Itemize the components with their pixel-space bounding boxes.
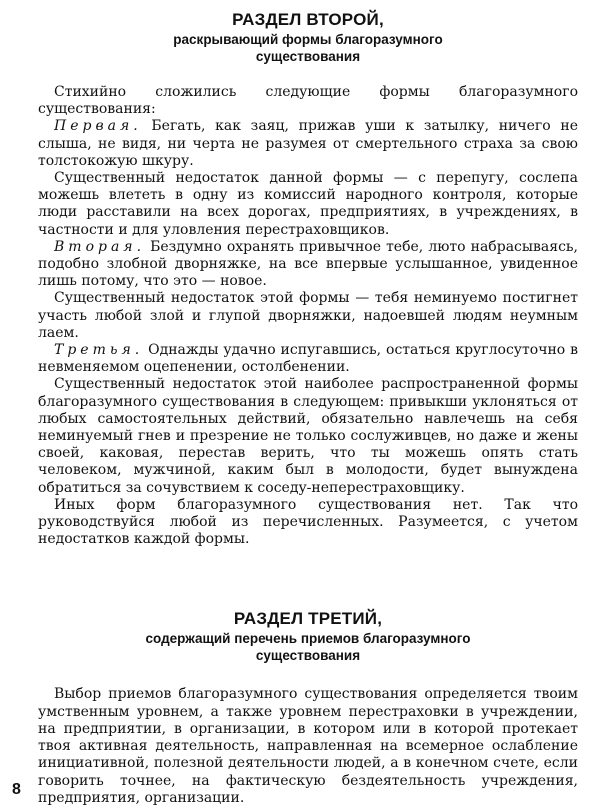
page-number: 8	[12, 781, 21, 798]
section-3-subtitle	[38, 630, 578, 664]
section-3-title: РАЗДЕЛ ТРЕТИЙ,	[233, 609, 383, 629]
section-3-body	[38, 686, 578, 806]
section-2-subtitle-line2: существования	[255, 49, 361, 64]
section-3-subtitle-line2: существования	[255, 648, 361, 664]
section-3-heading	[38, 609, 578, 664]
paragraph: Существенный недостаток этой формы — тебя неминуемо постигнет участь любой злой и глупой дворняжки, надоевшей людям неумным лаем.	[38, 290, 578, 341]
section-3-subtitle-line1: содержащий перечень приемов благоразумного	[145, 631, 471, 647]
paragraph: Третья. Однажды удачно испугавшись, остаться круглосуточно в невменяемом оцепенении, остолбенении.	[38, 342, 578, 376]
paragraph-lead: Первая.	[54, 118, 142, 135]
paragraph: Иных форм благоразумного существования нет. Так что руководствуйся любой из перечисленных. Разумеется, с учетом недостатков каждой формы.	[38, 496, 578, 548]
section-2-subtitle-line1: раскрывающий формы благоразумного	[173, 32, 443, 47]
section-2-title: РАЗДЕЛ ВТОРОЙ,	[232, 10, 384, 29]
paragraph-lead: Вторая.	[54, 238, 146, 255]
paragraph: Выбор приемов благоразумного существования определяется твоим умственным уровнем, а также уровнем перестраховки в учреждении, на предприятии, в организации, в котором или в которой протекает твоя активная деятельность, направленная на всемерное ослабление инициативной, полезной деятельности людей, а в конечном счете, если говорить точнее, на фактическую бездеятельность учреждения, предприятия, организации.	[38, 686, 578, 806]
section-2-heading	[38, 10, 578, 65]
section-2-subtitle	[38, 31, 578, 65]
paragraph-lead: Третья.	[54, 342, 144, 359]
paragraph: Стихийно сложились следующие формы благоразумного существования:	[38, 84, 578, 118]
book-page	[38, 10, 578, 807]
paragraph: Существенный недостаток данной формы — с перепугу, сослепа можешь влететь в одну из комиссий народного контроля, которые люди расставили на всех дорогах, предприятиях, в учреждениях, в частности и для уловления перестраховщиков.	[38, 170, 578, 238]
section-2-body	[38, 84, 578, 548]
paragraph: Первая. Бегать, как заяц, прижав уши к затылку, ничего не слыша, не видя, ни черта не разумея от смертельного страха за свою толстокожую шкуру.	[38, 118, 578, 169]
paragraph: Вторая. Бездумно охранять привычное тебе, люто набрасываясь, подобно злобной дворняжке, на все впервые услышанное, увиденное лишь потому, что это — новое.	[38, 238, 578, 290]
paragraph: Существенный недостаток этой наиболее распространенной формы благоразумного существования в следующем: привыкши уклоняться от любых самостоятельных действий, обязательно навлечешь на себя неминуемый гнев и презрение не только сослуживцев, но даже и жены своей, каковая, перестав верить, что ты можешь опять стать человеком, мужчиной, каким был в молодости, будет вынуждена обратиться за сочувствием к соседу-неперестраховщику.	[38, 376, 578, 496]
